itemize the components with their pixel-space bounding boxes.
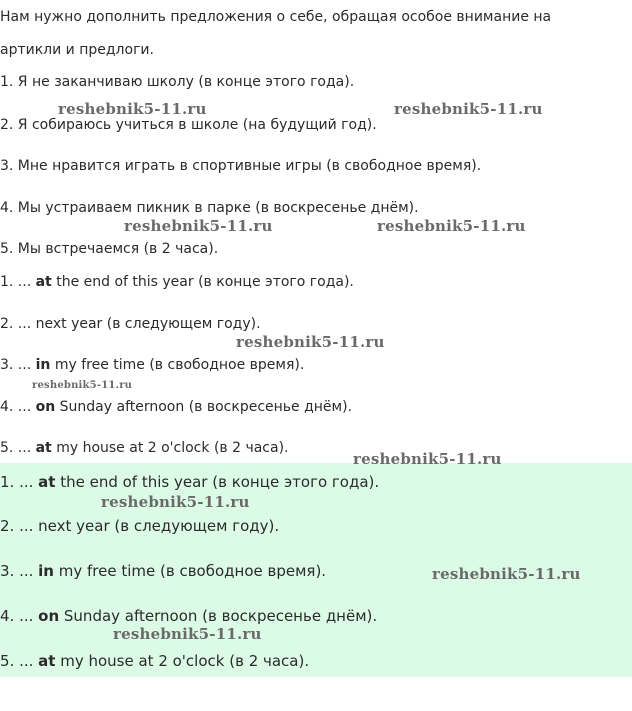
answer-1-rest: the end of this year (в конце этого года). bbox=[51, 274, 354, 290]
answer-5 bbox=[0, 439, 289, 457]
box-answer-3-rest: my free time (в свободное время). bbox=[53, 562, 327, 580]
watermark: reshebnik5-11.ru bbox=[353, 450, 502, 468]
sentence-3: 3. Мне нравится играть в спортивные игры (в свободное время). bbox=[0, 158, 482, 174]
box-answer-2-rest: next year (в следующем году). bbox=[38, 517, 280, 535]
intro-line-2: артикли и предлоги. bbox=[0, 42, 154, 58]
answer-3-rest: my free time (в свободное время). bbox=[50, 357, 305, 373]
answer-4-num: 4. ... bbox=[0, 399, 36, 415]
box-answer-4-rest: Sunday afternoon (в воскресенье днём). bbox=[59, 607, 378, 625]
box-answer-1-rest: the end of this year (в конце этого года). bbox=[55, 473, 380, 491]
box-answer-4 bbox=[0, 606, 377, 626]
watermark: reshebnik5-11.ru bbox=[394, 100, 543, 118]
box-answer-3-keyword: in bbox=[38, 562, 54, 580]
answer-5-num: 5. ... bbox=[0, 440, 36, 456]
box-answer-5 bbox=[0, 651, 309, 671]
sentence-5: 5. Мы встречаемся (в 2 часа). bbox=[0, 241, 219, 257]
answer-5-rest: my house at 2 o'clock (в 2 часа). bbox=[51, 440, 289, 456]
box-answer-5-rest: my house at 2 o'clock (в 2 часа). bbox=[55, 652, 310, 670]
answer-2 bbox=[0, 315, 261, 333]
box-answer-2 bbox=[0, 516, 279, 536]
watermark: reshebnik5-11.ru bbox=[32, 380, 133, 391]
box-answer-1-num: 1. ... bbox=[0, 473, 39, 491]
answer-5-keyword: at bbox=[35, 440, 52, 456]
watermark: reshebnik5-11.ru bbox=[113, 625, 262, 643]
watermark: reshebnik5-11.ru bbox=[124, 217, 273, 235]
intro-line-1: Нам нужно дополнить предложения о себе, обращая особое внимание на bbox=[0, 9, 552, 25]
sentence-2: 2. Я собираюсь учиться в школе (на будущий год). bbox=[0, 117, 377, 133]
watermark: reshebnik5-11.ru bbox=[236, 333, 385, 351]
box-answer-4-keyword: on bbox=[38, 607, 60, 625]
answer-1-num: 1. ... bbox=[0, 274, 36, 290]
box-answer-3-num: 3. ... bbox=[0, 562, 39, 580]
sentence-4: 4. Мы устраиваем пикник в парке (в воскресенье днём). bbox=[0, 200, 419, 216]
answer-4 bbox=[0, 398, 352, 416]
watermark: reshebnik5-11.ru bbox=[101, 493, 250, 511]
answer-3 bbox=[0, 356, 304, 374]
watermark: reshebnik5-11.ru bbox=[432, 565, 581, 583]
answer-4-rest: Sunday afternoon (в воскресенье днём). bbox=[55, 399, 353, 415]
watermark: reshebnik5-11.ru bbox=[377, 217, 526, 235]
box-answer-5-keyword: at bbox=[38, 652, 56, 670]
answer-2-rest: next year (в следующем году). bbox=[35, 316, 261, 332]
sentence-1: 1. Я не заканчиваю школу (в конце этого года). bbox=[0, 74, 355, 90]
answer-2-num: 2. ... bbox=[0, 316, 36, 332]
box-answer-1 bbox=[0, 472, 379, 492]
box-answer-4-num: 4. ... bbox=[0, 607, 39, 625]
box-answer-2-num: 2. ... bbox=[0, 517, 39, 535]
box-answer-1-keyword: at bbox=[38, 473, 56, 491]
box-answer-3 bbox=[0, 561, 326, 581]
answer-3-keyword: in bbox=[35, 357, 51, 373]
box-answer-5-num: 5. ... bbox=[0, 652, 39, 670]
answer-1-keyword: at bbox=[35, 274, 52, 290]
answer-3-num: 3. ... bbox=[0, 357, 36, 373]
answer-1 bbox=[0, 273, 354, 291]
answer-4-keyword: on bbox=[35, 399, 56, 415]
watermark: reshebnik5-11.ru bbox=[58, 100, 207, 118]
